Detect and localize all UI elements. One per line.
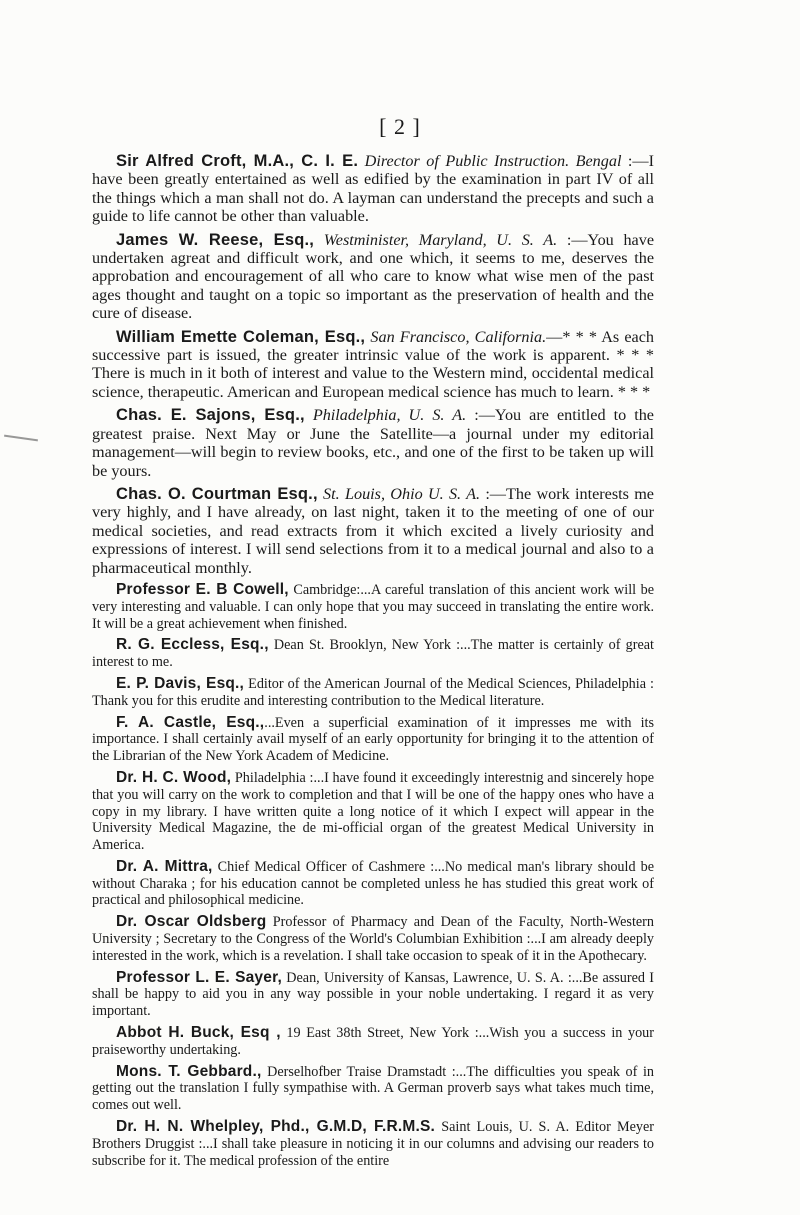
testimonial-text: Professor of Pharmacy and Dean of the Faculty, North-Western University ; Secretary to the Congress of the World's Columbian Exhibition :...I am already deeply interested in the work, which is a revelation. I shall take occasion to speak of it in the Apothecary. [92, 914, 655, 964]
testimonial-text: :—You have undertaken agreat and difficult work, and one which, it seems to me, deserves the approbation and encouragement of all who care to know what wise men of the past ages thought and taught on a topic so important as the preservation of health and the cure of disease. [92, 230, 654, 323]
testimonial-name: F. A. Castle, Esq., [116, 713, 265, 731]
testimonial-name: Dr. H. C. Wood, [116, 768, 232, 786]
testimonial-text: Dean St. Brooklyn, New York :...The matter is certainly of great interest to me. [92, 637, 654, 671]
margin-mark [4, 435, 38, 442]
testimonial-name: Dr. H. N. Whelpley, Phd., G.M.D, F.R.M.S. [116, 1118, 436, 1136]
testimonial-name: Mons. T. Gebbard., [116, 1062, 262, 1080]
testimonial-entry [92, 1064, 654, 1114]
testimonial-entry [92, 1119, 654, 1169]
testimonial-name: Abbot H. Buck, Esq , [116, 1024, 281, 1042]
testimonials-list [92, 152, 654, 1169]
testimonial-entry [92, 231, 654, 323]
testimonial-entry [92, 328, 654, 402]
page-number: [ 2 ] [379, 114, 421, 139]
testimonial-text: Editor of the American Journal of the Medical Sciences, Philadelphia : Thank you for this erudite and interesting contribution to the Medical literature. [92, 675, 655, 709]
testimonial-place: Westminister, Maryland, U. S. A. [323, 230, 558, 249]
testimonial-text: :—The work interests me very highly, and I have already, on last night, taken it to the meeting of one of our medical societies, and read extracts from it which excited a lively curiosity and expressions of interest. I will send selections from it to a medical journal and also to a pharmaceutical monthly. [92, 484, 654, 577]
testimonial-name: Chas. E. Sajons, Esq., [116, 406, 305, 425]
testimonial-text: Saint Louis, U. S. A. Editor Meyer Brothers Druggist :...I shall take pleasure in noticing it in our columns and advising our readers to subscribe for it. The medical profession of the entire [92, 1119, 654, 1169]
testimonial-place: Philadelphia, U. S. A. [312, 406, 467, 425]
testimonial-text: —* * * As each successive part is issued, the greater intrinsic value of the work is apparent. * * * There is much in it both of interest and value to the Western mind, occidental medical science, therapeutic. American and European medical science has much to learn. * * * [92, 327, 654, 401]
testimonial-name: James W. Reese, Esq., [116, 230, 315, 249]
testimonial-name: Professor L. E. Sayer, [116, 968, 282, 986]
testimonial-entry [92, 770, 654, 854]
testimonial-entry [92, 715, 654, 765]
testimonial-text: Derselhofber Traise Dramstadt :...The difficulties you speak of in getting out the translation I fully sympathise with. A German proverb says what takes much time, comes out well. [92, 1063, 655, 1114]
testimonial-text: Philadelphia :...I have found it exceedingly interestnig and sincerely hope that you will carry on the work to completion and that I will be one of the happy ones who have a copy in my library. I have written quite a long notice of it which I expect will appear in the University Medical Magazine, the de mi-official organ of the greatest Medical University in America. [92, 769, 655, 854]
testimonial-name: Sir Alfred Croft, M.A., C. I. E. [116, 152, 359, 170]
testimonial-entry [92, 914, 654, 964]
testimonial-text: Cambridge:...A careful translation of this ancient work will be very interesting and valuable. I can only hope that you may succeed in translating the entire work. It will be a great achievement when finished. [92, 581, 655, 632]
testimonial-entry [92, 1025, 654, 1059]
testimonial-text: Dean, University of Kansas, Lawrence, U. S. A. :...Be assured I shall be happy to aid you in any way possible in your noble undertaking. I regard it as very important. [92, 969, 654, 1020]
testimonial-text: ...Even a superficial examination of it impresses me with its importance. I shall certainly avail myself of an early opportunity for bringing it to the attention of the Librarian of the New York Academ of Medicine. [92, 714, 654, 765]
testimonial-name: R. G. Eccless, Esq., [116, 636, 269, 654]
testimonial-entry [92, 152, 654, 226]
testimonial-place: San Francisco, California. [370, 327, 547, 346]
testimonial-name: William Emette Coleman, Esq., [116, 327, 366, 346]
testimonial-place: St. Louis, Ohio U. S. A. [323, 484, 481, 503]
testimonial-text: Chief Medical Officer of Cashmere :...No medical man's library should be without Charaka ; for his education cannot be completed unless he has studied this great work of practical and philosophical medicine. [92, 858, 655, 909]
testimonial-name: Chas. O. Courtman Esq., [116, 484, 318, 503]
testimonial-entry [92, 406, 654, 480]
testimonial-name: E. P. Davis, Esq., [116, 674, 245, 692]
testimonial-name: Professor E. B Cowell, [116, 580, 289, 598]
testimonial-entry [92, 970, 654, 1020]
testimonial-text: :—I have been greatly entertained as well as edified by the examination in part IV of all the things which a man shall not do. A layman can understand the precepts and such a guide to life cannot be other than valuable. [92, 152, 654, 226]
testimonial-entry [92, 485, 654, 577]
testimonial-entry [92, 582, 654, 632]
testimonial-entry [92, 676, 654, 710]
testimonial-text: :—You are entitled to the greatest praise. Next May or June the Satellite—a journal under my editorial management—will begin to review books, etc., and one of the first to be taken up will be yours. [92, 406, 654, 480]
testimonial-entry [92, 859, 654, 909]
testimonial-entry [92, 637, 654, 671]
testimonial-place: Director of Public Instruction. Bengal [364, 152, 622, 170]
testimonial-name: Dr. Oscar Oldsberg [116, 913, 267, 931]
testimonial-text: 19 East 38th Street, New York :...Wish you a success in your praiseworthy undertaking. [92, 1025, 654, 1058]
testimonial-name: Dr. A. Mittra, [116, 857, 213, 875]
